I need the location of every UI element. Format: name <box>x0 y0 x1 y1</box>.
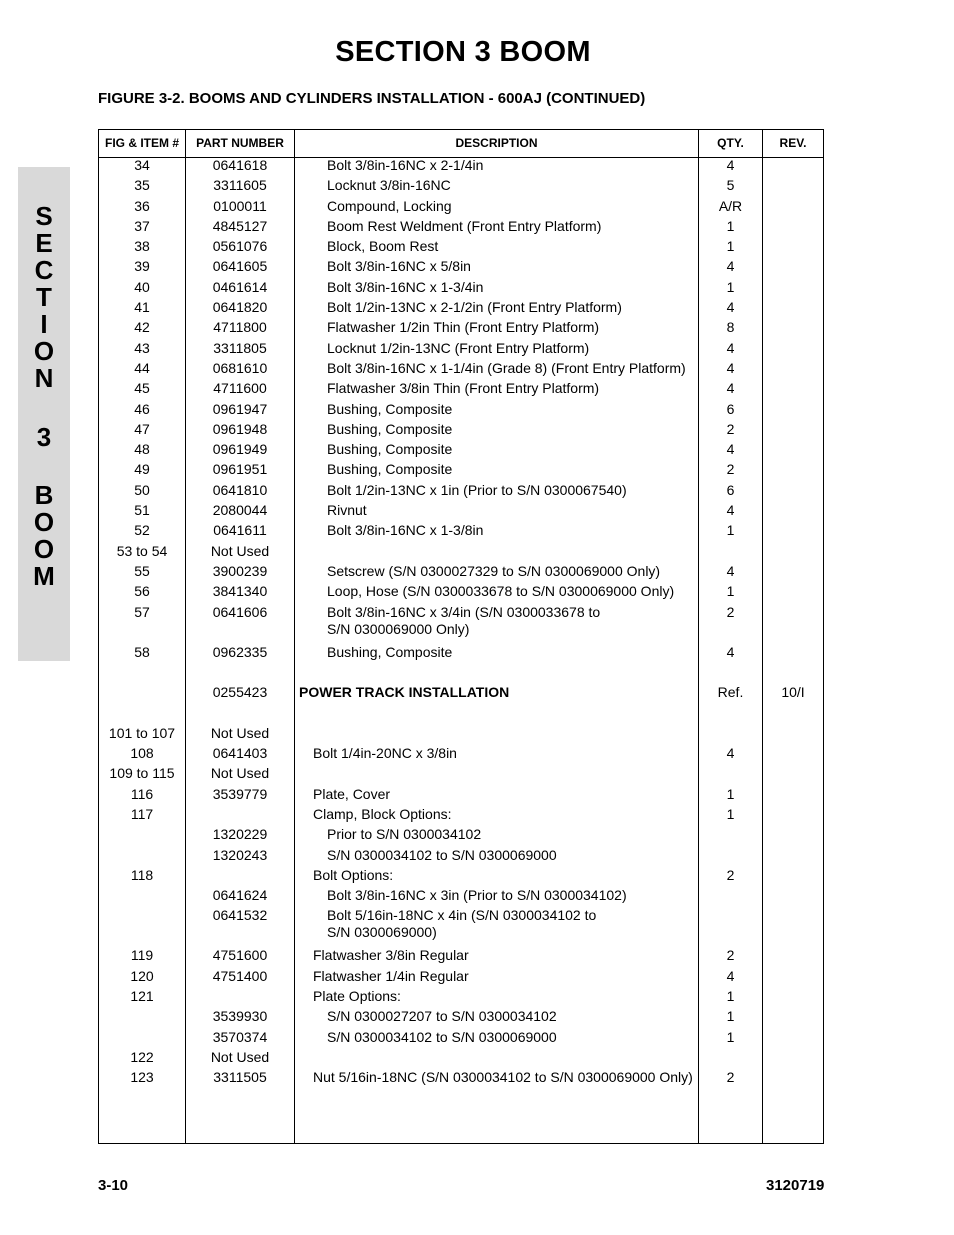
part-number-cell: 3539930 <box>212 1008 268 1025</box>
part-number-cell: 0641820 <box>212 299 268 316</box>
description-cell: Compound, Locking <box>327 197 452 214</box>
qty-cell: 1 <box>726 217 735 234</box>
page-number: 3-10 <box>98 1177 129 1194</box>
header-fig-item: FIG & ITEM # <box>104 136 179 150</box>
part-number-cell: Not Used <box>210 542 270 559</box>
table-row <box>99 319 823 339</box>
table-row <box>99 1029 823 1049</box>
part-number-cell: Not Used <box>210 724 270 741</box>
side-tab-letter: O <box>33 336 55 366</box>
side-tab-letter: C <box>34 255 54 285</box>
qty-cell: 4 <box>726 745 735 762</box>
fig-item-cell: 46 <box>134 400 150 417</box>
table-row <box>99 421 823 441</box>
description-continuation-cell: S/N 0300069000 Only) <box>327 620 470 637</box>
table-row <box>99 583 823 603</box>
part-number-cell: 0961947 <box>212 400 268 417</box>
table-row <box>99 482 823 502</box>
fig-item-cell: 40 <box>134 278 150 295</box>
rev-cell: 10/I <box>781 684 805 701</box>
part-number-cell: 0641605 <box>212 258 268 275</box>
fig-item-cell: 49 <box>134 461 150 478</box>
description-cell: Bushing, Composite <box>327 420 453 437</box>
qty-cell: 1 <box>726 583 735 600</box>
qty-cell: 2 <box>726 866 735 883</box>
table-row <box>99 847 823 867</box>
fig-item-cell: 123 <box>130 1069 154 1086</box>
description-cell: Locknut 1/2in-13NC (Front Entry Platform) <box>327 339 590 356</box>
header-part-number: PART NUMBER <box>196 136 284 150</box>
side-tab-letter: S <box>35 201 53 231</box>
table-row <box>99 765 823 785</box>
table-row <box>99 380 823 400</box>
table-row <box>99 543 823 563</box>
description-cell: Prior to S/N 0300034102 <box>327 826 482 843</box>
description-cell: Bolt 5/16in-18NC x 4in (S/N 0300034102 to <box>327 907 597 924</box>
parts-table <box>98 129 824 1144</box>
description-cell: Bolt 3/8in-16NC x 2-1/4in <box>327 157 484 173</box>
table-row <box>99 806 823 826</box>
side-tab-letter: T <box>36 282 52 312</box>
description-cell: Bushing, Composite <box>327 643 453 660</box>
fig-item-cell: 119 <box>130 947 154 964</box>
description-cell: Clamp, Block Options: <box>313 805 452 822</box>
part-number-cell: 4711600 <box>213 380 267 397</box>
table-row <box>99 522 823 542</box>
description-cell: Rivnut <box>327 502 367 519</box>
description-cell: POWER TRACK INSTALLATION <box>299 684 510 701</box>
fig-item-cell: 50 <box>134 481 150 498</box>
part-number-cell: 0681610 <box>212 359 268 376</box>
description-cell: Bolt 3/8in-16NC x 5/8in <box>327 258 471 275</box>
part-number-cell: Not Used <box>210 765 270 782</box>
document-number: 3120719 <box>766 1177 825 1194</box>
fig-item-cell: 57 <box>134 603 150 620</box>
table-row <box>99 1008 823 1028</box>
fig-item-cell: 35 <box>134 177 150 194</box>
fig-item-cell: 55 <box>134 562 150 579</box>
header-qty: QTY. <box>717 136 744 150</box>
table-row <box>99 968 823 988</box>
description-cell: S/N 0300034102 to S/N 0300069000 <box>327 846 557 863</box>
header-rev: REV. <box>779 136 807 150</box>
table-body <box>99 157 823 1089</box>
side-tab-letter: M <box>33 561 55 591</box>
description-cell: Setscrew (S/N 0300027329 to S/N 0300069000 Only) <box>327 562 661 579</box>
qty-cell: 1 <box>726 238 735 255</box>
description-cell: Bolt 3/8in-16NC x 3in (Prior to S/N 0300034102) <box>327 887 627 904</box>
qty-cell: 2 <box>726 461 735 478</box>
description-cell: Flatwasher 3/8in Regular <box>313 947 469 964</box>
table-row <box>99 218 823 238</box>
qty-cell: 2 <box>726 420 735 437</box>
table-header <box>99 130 823 158</box>
part-number-cell: 0961951 <box>212 461 268 478</box>
side-tab-letter: E <box>35 228 53 258</box>
qty-cell: 5 <box>726 177 735 194</box>
fig-item-cell: 39 <box>134 258 150 275</box>
part-number-cell: 0961948 <box>212 420 268 437</box>
fig-item-cell: 101 to 107 <box>108 724 176 741</box>
qty-cell: 8 <box>726 319 735 336</box>
fig-item-cell: 116 <box>130 785 154 802</box>
qty-cell: 4 <box>726 157 735 173</box>
description-cell: Flatwasher 3/8in Thin (Front Entry Platform) <box>327 380 600 397</box>
table-row <box>99 360 823 380</box>
description-cell: Loop, Hose (S/N 0300033678 to S/N 0300069000 Only) <box>327 583 675 600</box>
part-number-cell: 0961949 <box>212 441 268 458</box>
side-tab-letter: O <box>33 534 55 564</box>
table-row <box>99 177 823 197</box>
fig-item-cell: 48 <box>134 441 150 458</box>
description-cell: S/N 0300027207 to S/N 0300034102 <box>327 1008 557 1025</box>
part-number-cell: 4711800 <box>213 319 267 336</box>
table-row <box>99 401 823 421</box>
qty-cell: 4 <box>726 359 735 376</box>
qty-cell: 4 <box>726 562 735 579</box>
part-number-cell: 3841340 <box>212 583 268 600</box>
description-cell: Bolt Options: <box>313 866 394 883</box>
part-number-cell: 3900239 <box>212 562 268 579</box>
description-cell: Bolt 1/2in-13NC x 1in (Prior to S/N 0300067540) <box>327 481 627 498</box>
description-cell: Flatwasher 1/4in Regular <box>313 967 469 984</box>
fig-item-cell: 43 <box>134 339 150 356</box>
table-row <box>99 258 823 278</box>
table-row <box>99 441 823 461</box>
description-cell: Plate, Cover <box>313 785 391 802</box>
table-row <box>99 340 823 360</box>
fig-item-cell: 51 <box>134 502 150 519</box>
fig-item-cell: 36 <box>134 197 150 214</box>
table-row <box>99 907 823 947</box>
qty-cell: 1 <box>726 987 735 1004</box>
part-number-cell: 4751600 <box>212 947 268 964</box>
table-row <box>99 826 823 846</box>
qty-cell: 1 <box>726 805 735 822</box>
table-row <box>99 725 823 745</box>
qty-cell: 4 <box>726 339 735 356</box>
description-cell: S/N 0300034102 to S/N 0300069000 <box>327 1028 557 1045</box>
fig-item-cell: 38 <box>134 238 150 255</box>
part-number-cell: 4845127 <box>212 217 268 234</box>
fig-item-cell: 41 <box>134 299 150 316</box>
table-row <box>99 198 823 218</box>
description-cell: Nut 5/16in-18NC (S/N 0300034102 to S/N 0300069000 Only) <box>313 1069 693 1086</box>
table-row <box>99 867 823 887</box>
fig-item-cell: 122 <box>130 1048 154 1065</box>
part-number-cell: 0641618 <box>212 157 268 173</box>
table-row <box>99 157 823 177</box>
qty-cell: 6 <box>726 481 735 498</box>
table-row <box>99 238 823 258</box>
table-row <box>99 947 823 967</box>
qty-cell: 1 <box>726 522 735 539</box>
section-side-tab <box>18 167 70 661</box>
figure-title: FIGURE 3-2. BOOMS AND CYLINDERS INSTALLATION - 600AJ (CONTINUED) <box>98 90 646 107</box>
fig-item-cell: 121 <box>130 987 154 1004</box>
qty-cell: 1 <box>726 1028 735 1045</box>
table-row <box>99 745 823 765</box>
fig-item-cell: 56 <box>134 583 150 600</box>
part-number-cell: 0962335 <box>212 643 268 660</box>
qty-cell: Ref. <box>717 684 744 701</box>
table-row <box>99 1069 823 1089</box>
qty-cell: 4 <box>726 380 735 397</box>
table-row <box>99 644 823 664</box>
table-row <box>99 299 823 319</box>
fig-item-cell: 108 <box>130 745 154 762</box>
table-row <box>99 502 823 522</box>
description-continuation-cell: S/N 0300069000) <box>327 924 437 941</box>
fig-item-cell: 109 to 115 <box>109 765 175 782</box>
fig-item-cell: 118 <box>130 866 154 883</box>
fig-item-cell: 44 <box>134 359 150 376</box>
part-number-cell: 3311505 <box>213 1069 267 1086</box>
part-number-cell: 0641403 <box>212 745 268 762</box>
fig-item-cell: 42 <box>134 319 150 336</box>
qty-cell: 6 <box>726 400 735 417</box>
part-number-cell: 0561076 <box>212 238 268 255</box>
table-row <box>99 1049 823 1069</box>
description-cell: Bushing, Composite <box>327 461 453 478</box>
fig-item-cell: 117 <box>130 805 154 822</box>
part-number-cell: 0641532 <box>212 907 268 924</box>
fig-item-cell: 45 <box>134 380 150 397</box>
table-row <box>99 887 823 907</box>
side-tab-letter: B <box>34 480 54 510</box>
qty-cell: 2 <box>726 947 735 964</box>
side-tab-letter: N <box>34 363 54 393</box>
side-tab-letter: O <box>33 507 55 537</box>
header-description: DESCRIPTION <box>455 136 538 150</box>
section-title: SECTION 3 BOOM <box>335 36 591 68</box>
side-tab-letter: I <box>40 309 48 339</box>
side-tab-letter: 3 <box>36 422 52 452</box>
part-number-cell: 0641606 <box>212 603 268 620</box>
qty-cell: 4 <box>726 299 735 316</box>
description-cell: Bushing, Composite <box>327 400 453 417</box>
part-number-cell: 1320229 <box>212 826 268 843</box>
description-cell: Bolt 3/8in-16NC x 1-1/4in (Grade 8) (Front Entry Platform) <box>327 359 686 376</box>
description-cell: Bolt 1/4in-20NC x 3/8in <box>313 745 457 762</box>
part-number-cell: 4751400 <box>212 967 268 984</box>
description-cell: Bolt 3/8in-16NC x 3/4in (S/N 0300033678 to <box>327 603 601 620</box>
qty-cell: A/R <box>718 197 743 214</box>
qty-cell: 4 <box>726 441 735 458</box>
fig-item-cell: 34 <box>134 157 150 173</box>
fig-item-cell: 52 <box>134 522 150 539</box>
part-number-cell: 0461614 <box>212 278 268 295</box>
fig-item-cell: 58 <box>134 643 150 660</box>
qty-cell: 4 <box>726 258 735 275</box>
fig-item-cell: 53 to 54 <box>116 542 168 559</box>
description-cell: Locknut 3/8in-16NC <box>327 177 451 194</box>
fig-item-cell: 37 <box>134 217 150 234</box>
description-cell: Bolt 1/2in-13NC x 2-1/2in (Front Entry Platform) <box>327 299 622 316</box>
description-cell: Bolt 3/8in-16NC x 1-3/8in <box>327 522 484 539</box>
part-number-cell: 3311605 <box>213 177 267 194</box>
qty-cell: 4 <box>726 643 735 660</box>
part-number-cell: 1320243 <box>212 846 268 863</box>
table-row <box>99 664 823 684</box>
fig-item-cell: 120 <box>130 967 154 984</box>
part-number-cell: 3539779 <box>212 785 268 802</box>
part-number-cell: 0641624 <box>212 887 268 904</box>
qty-cell: 4 <box>726 502 735 519</box>
qty-cell: 2 <box>726 1069 735 1086</box>
description-cell: Boom Rest Weldment (Front Entry Platform) <box>327 217 602 234</box>
description-cell: Bolt 3/8in-16NC x 1-3/4in <box>327 278 484 295</box>
qty-cell: 2 <box>726 603 735 620</box>
table-row <box>99 279 823 299</box>
part-number-cell: 0641611 <box>213 522 267 539</box>
part-number-cell: 0641810 <box>212 481 268 498</box>
qty-cell: 1 <box>726 278 735 295</box>
table-row <box>99 461 823 481</box>
qty-cell: 1 <box>726 1008 735 1025</box>
part-number-cell: 2080044 <box>212 502 268 519</box>
description-cell: Bushing, Composite <box>327 441 453 458</box>
table-row <box>99 704 823 724</box>
part-number-cell: 3311805 <box>213 339 267 356</box>
table-row <box>99 604 823 644</box>
part-number-cell: 3570374 <box>212 1028 268 1045</box>
table-row <box>99 563 823 583</box>
part-number-cell: 0100011 <box>213 197 267 214</box>
qty-cell: 1 <box>726 785 735 802</box>
part-number-cell: 0255423 <box>212 684 268 701</box>
description-cell: Flatwasher 1/2in Thin (Front Entry Platform) <box>327 319 600 336</box>
part-number-cell: Not Used <box>210 1048 270 1065</box>
description-cell: Block, Boom Rest <box>327 238 439 255</box>
fig-item-cell: 47 <box>134 420 150 437</box>
table-row <box>99 786 823 806</box>
table-row <box>99 988 823 1008</box>
description-cell: Plate Options: <box>313 987 401 1004</box>
table-row <box>99 684 823 704</box>
qty-cell: 4 <box>726 967 735 984</box>
